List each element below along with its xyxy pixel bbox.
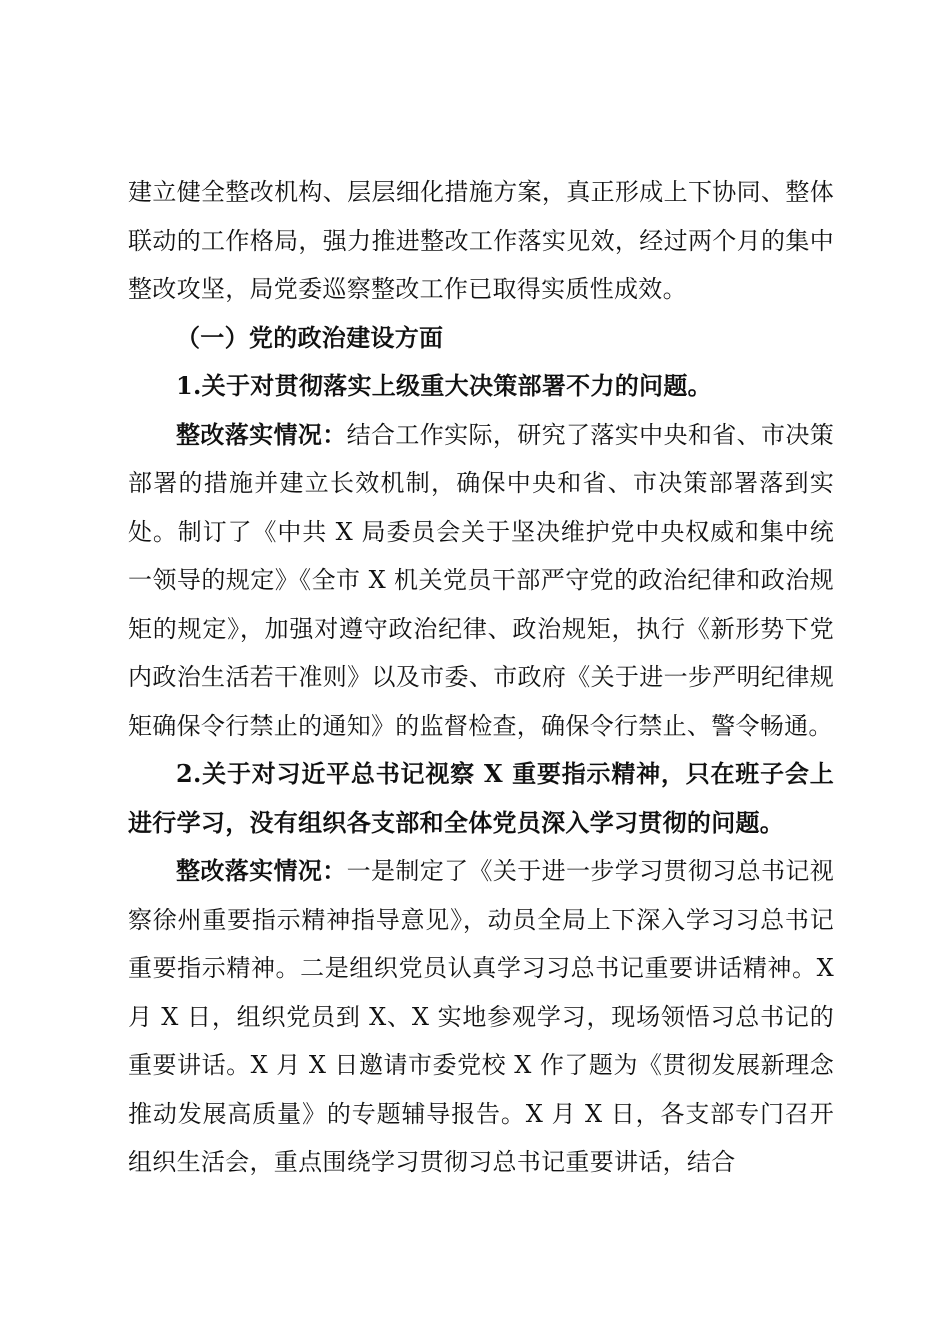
document-body <box>128 168 834 1187</box>
item2-text: 一是制定了《关于进一步学习贯彻习总书记视察徐州重要指示精神指导意见》，动员全局上下深入学习习总书记重要指示精神。二是组织党员认真学习习总书记重要讲话精神。X 月 X 日，组织党员到 X、X 实地参观学习，现场领悟习总书记的重要讲话。X 月 X 日邀请市委党校 X 作了题为《贯彻发展新理念推动发展高质量》的专题辅导报告。X 月 X 日，各支部专门召开组织生活会，重点围绕学习贯彻习总书记重要讲话，结合 <box>128 857 834 1176</box>
item1-title: 1.关于对贯彻落实上级重大决策部署不力的问题。 <box>176 371 712 400</box>
intro-paragraph: 建立健全整改机构、层层细化措施方案，真正形成上下协同、整体联动的工作格局，强力推进整改工作落实见效，经过两个月的集中整改攻坚，局党委巡察整改工作已取得实质性成效。 <box>128 178 834 303</box>
item2-paragraph <box>128 847 834 1187</box>
item1-text: 结合工作实际，研究了落实中央和省、市决策部署的措施并建立长效机制，确保中央和省、市决策部署落到实处。制订了《中共 X 局委员会关于坚决维护党中央权威和集中统一领导的规定》《全市 X 机关党员干部严守党的政治纪律和政治规矩的规定》，加强对遵守政治纪律、政治规矩，执行《新形势下党内政治生活若干准则》以及市委、市政府《关于进一步严明纪律规矩确保令行禁止的通知》的监督检查，确保令行禁止、警令畅通。 <box>128 420 834 740</box>
item2-label: 整改落实情况： <box>176 856 347 885</box>
section-heading: （一）党的政治建设方面 <box>176 322 444 352</box>
item1-label: 整改落实情况： <box>176 419 347 449</box>
item1-paragraph <box>128 411 834 751</box>
item2-title: 2.关于对习近平总书记视察 X 重要指示精神，只在班子会上进行学习，没有组织各支部和全体党员深入学习贯彻的问题。 <box>128 759 834 837</box>
